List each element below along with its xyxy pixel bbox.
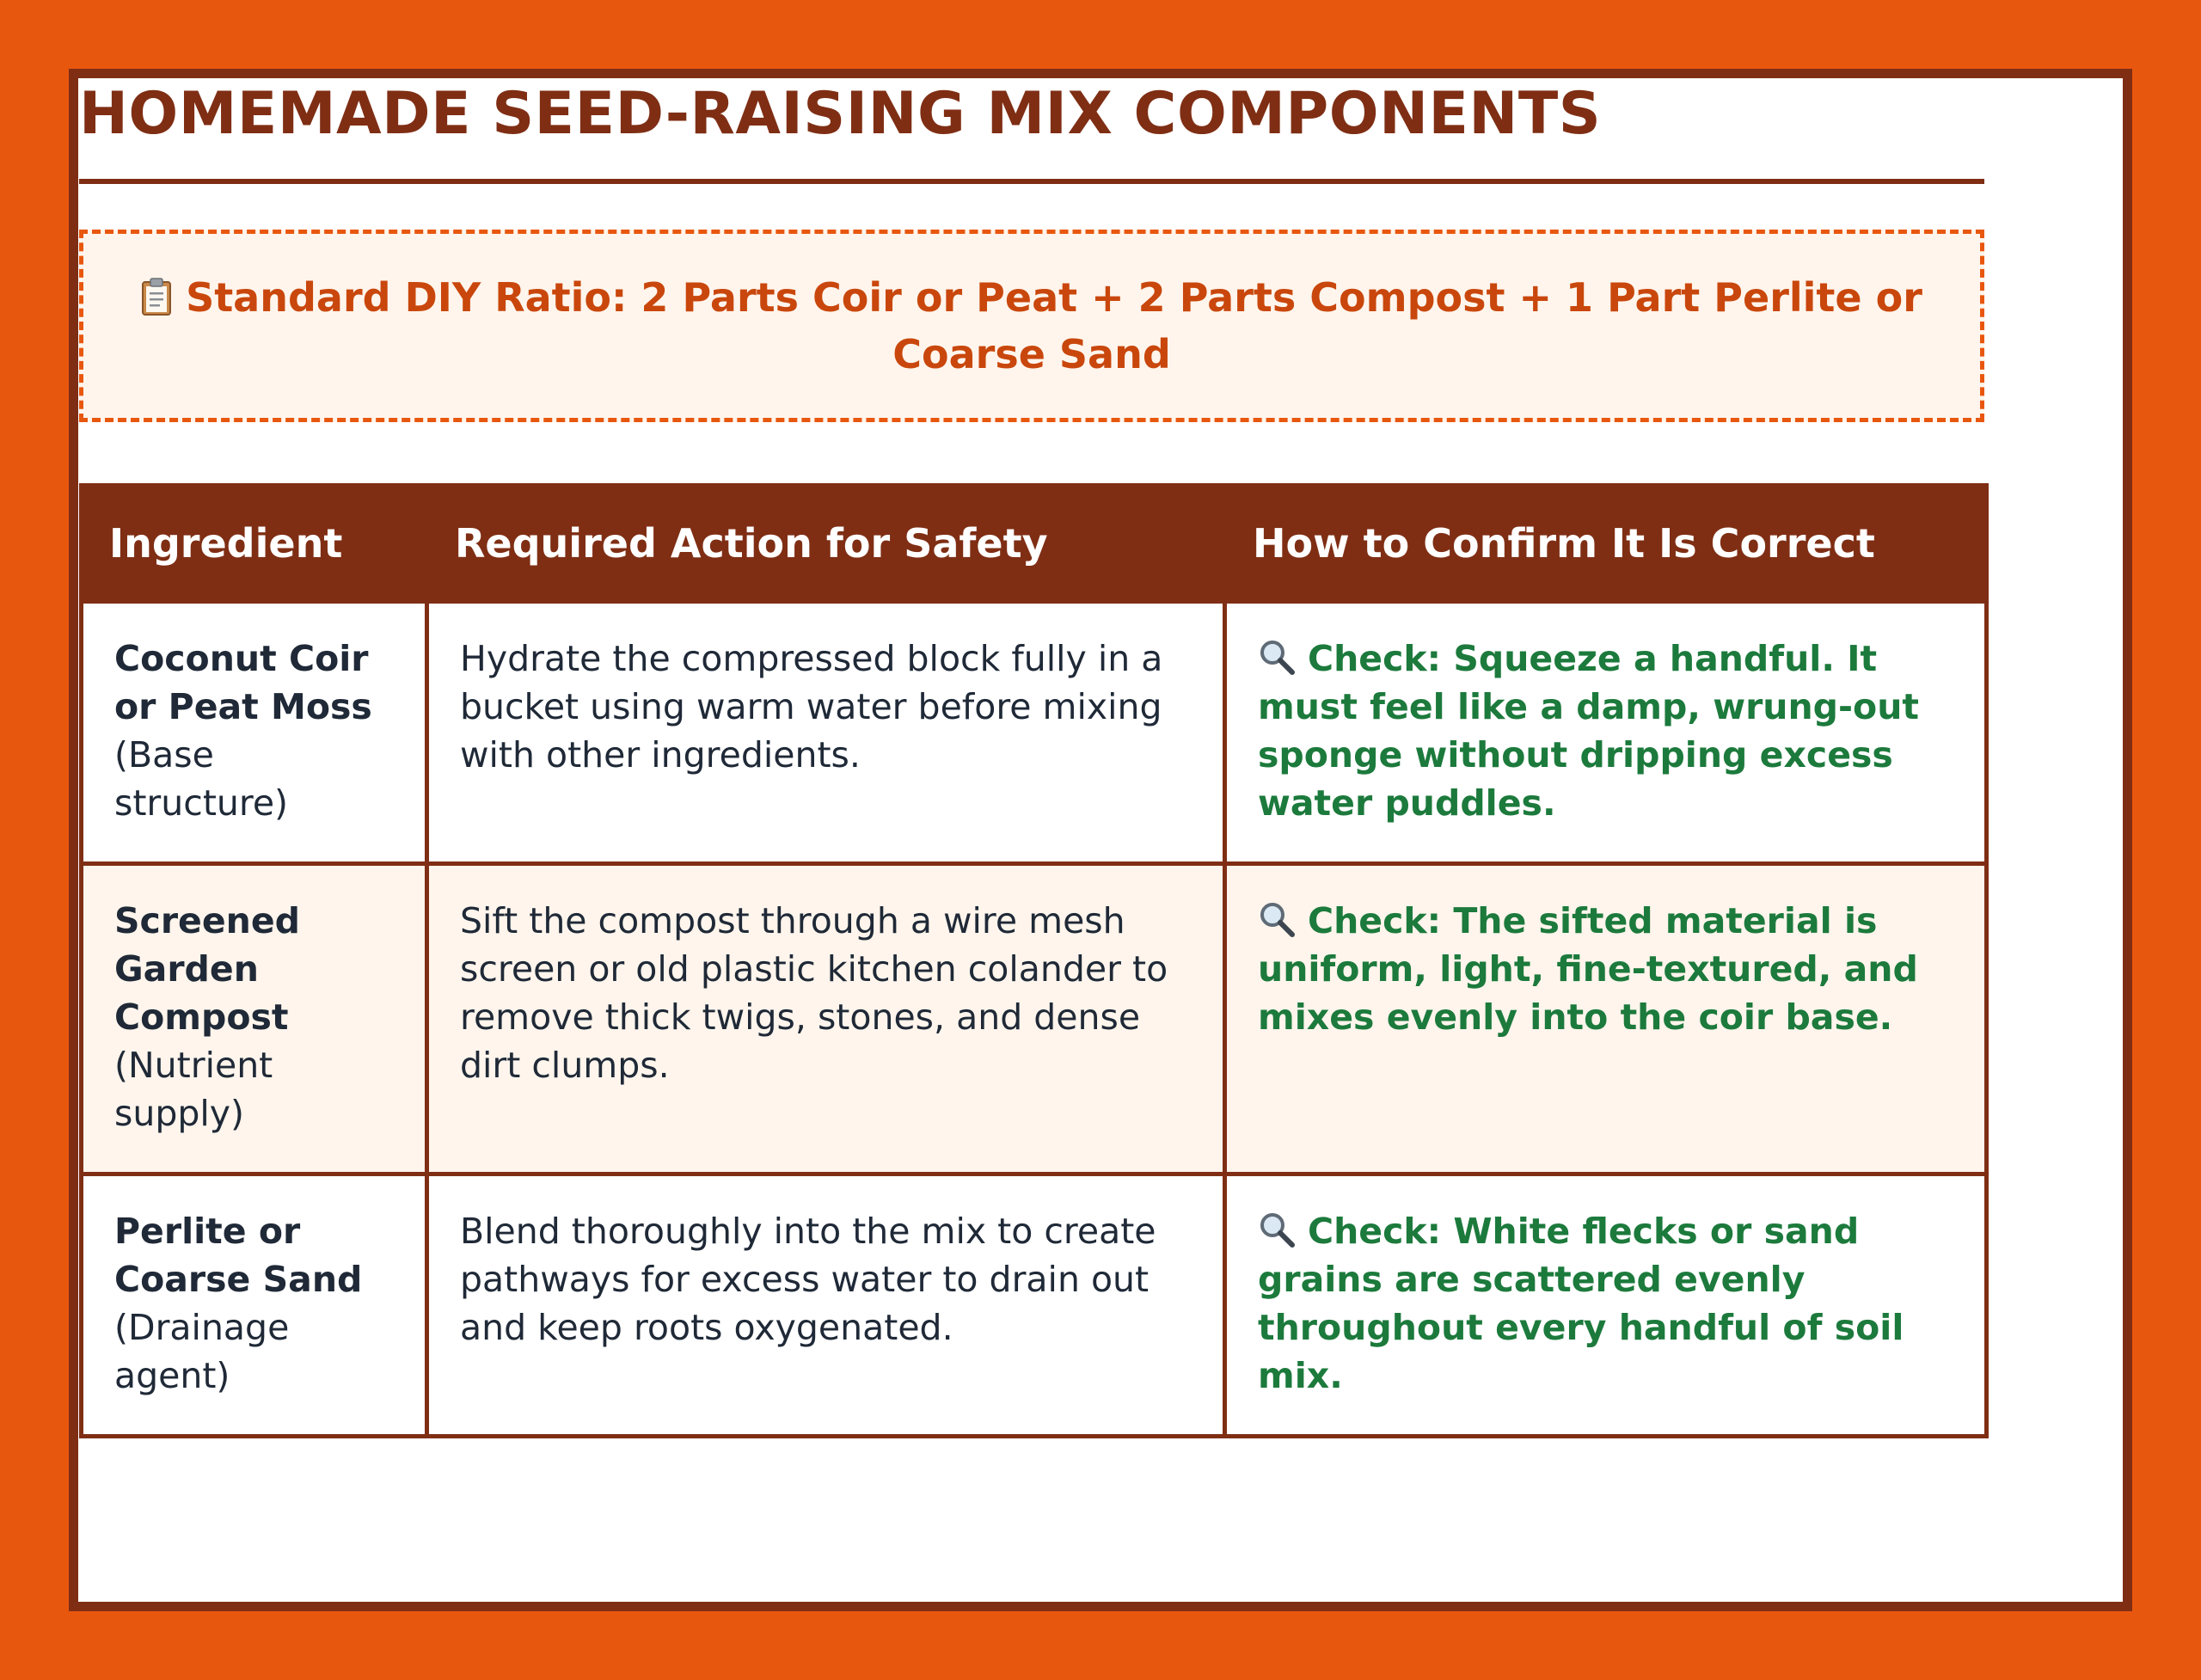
table-header-row [82, 486, 1987, 602]
title-divider [79, 179, 1984, 184]
magnifying-glass-icon [1258, 1211, 1296, 1248]
ingredient-role: (Drainage agent) [114, 1307, 290, 1396]
page-title: HOMEMADE SEED-RAISING MIX COMPONENTS [79, 80, 1602, 148]
ingredient-cell [82, 864, 427, 1174]
action-cell: Hydrate the compressed block fully in a bucket using warm water before mixing with other ingredients. [427, 602, 1225, 864]
confirm-cell [1225, 602, 1987, 864]
confirm-text: Check: Squeeze a handful. It must feel like a damp, wrung-out sponge without dripping excess water puddles. [1258, 638, 1919, 824]
header-ingredient: Ingredient [82, 486, 427, 602]
ingredient-role: (Base structure) [114, 734, 289, 824]
ingredient-name: Screened Garden Compost [114, 900, 301, 1038]
magnifying-glass-icon [1258, 900, 1296, 938]
clipboard-icon [141, 274, 172, 314]
action-cell: Blend thoroughly into the mix to create pathways for excess water to drain out and keep roots oxygenated. [427, 1174, 1225, 1437]
action-cell: Sift the compost through a wire mesh screen or old plastic kitchen colander to remove thick twigs, stones, and dense dirt clumps. [427, 864, 1225, 1174]
ratio-callout [79, 230, 1984, 422]
ingredient-name: Perlite or Coarse Sand [114, 1211, 363, 1300]
ingredient-cell [82, 1174, 427, 1437]
ingredient-cell [82, 602, 427, 864]
confirm-text: Check: White flecks or sand grains are scattered evenly throughout every handful of soil mix. [1258, 1211, 1904, 1396]
confirm-cell [1225, 1174, 1987, 1437]
confirm-cell [1225, 864, 1987, 1174]
table-row [82, 602, 1987, 864]
ingredient-name: Coconut Coir or Peat Moss [114, 638, 372, 727]
magnifying-glass-icon [1258, 638, 1296, 676]
header-confirm: How to Confirm It Is Correct [1225, 486, 1987, 602]
table-row [82, 864, 1987, 1174]
table-row [82, 1174, 1987, 1437]
components-table [79, 483, 1989, 1438]
header-action: Required Action for Safety [427, 486, 1225, 602]
ratio-text: Standard DIY Ratio: 2 Parts Coir or Peat + 2 Parts Compost + 1 Part Perlite or Coarse Sand [186, 274, 1922, 377]
confirm-text: Check: The sifted material is uniform, light, fine-textured, and mixes evenly into the coir base. [1258, 900, 1918, 1038]
ingredient-role: (Nutrient supply) [114, 1045, 273, 1134]
